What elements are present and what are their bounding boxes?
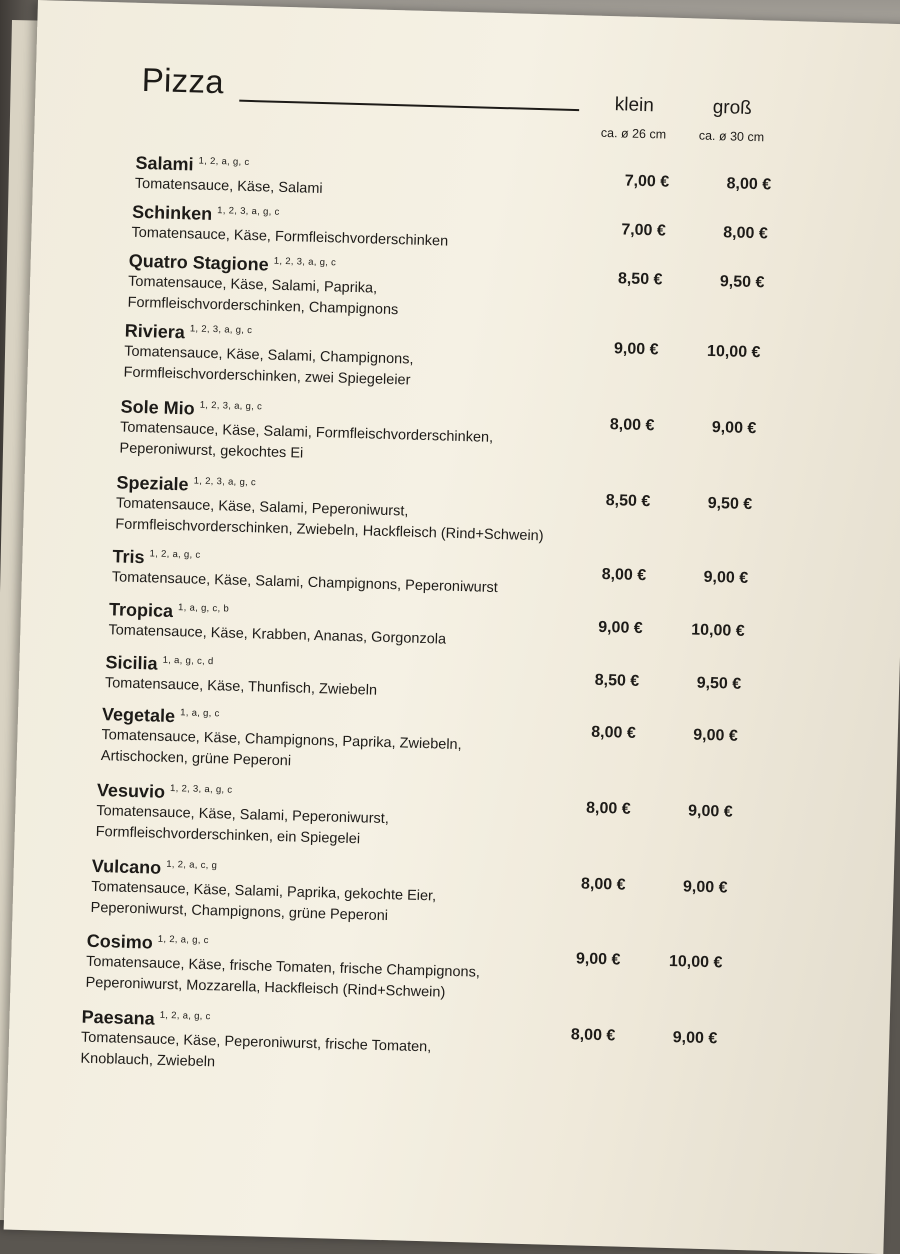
- price-large: 9,00 €: [672, 1029, 718, 1048]
- menu-item: [56, 779, 777, 862]
- price-large: 9,00 €: [693, 726, 738, 745]
- item-description: Artischocken, grüne Peperoni: [100, 748, 292, 770]
- allergen-codes: 1, 2, a, g, c: [198, 155, 250, 168]
- allergen-codes: 1, a, g, c, d: [162, 654, 214, 668]
- item-name: Paesana: [81, 1006, 155, 1029]
- price-large: 9,50 €: [719, 273, 765, 292]
- price-small: 7,00 €: [624, 172, 670, 191]
- price-small: 9,00 €: [575, 950, 621, 969]
- item-name: Speziale: [116, 472, 189, 495]
- menu-item: [72, 545, 793, 607]
- price-large: 9,00 €: [687, 802, 733, 821]
- item-name: Vulcano: [91, 855, 162, 878]
- allergen-codes: 1, a, g, c, b: [177, 602, 230, 615]
- menu-item: [45, 930, 766, 1013]
- item-description: Tomatensauce, Käse, Salami: [134, 175, 323, 198]
- item-description: Tomatensauce, Käse, Salami, Paprika, gekochte Eier,: [91, 878, 437, 905]
- price-large: 9,00 €: [703, 568, 749, 588]
- item-description: Tomatensauce, Käse, Krabben, Ananas, Gorgonzola: [108, 622, 447, 648]
- size-dimension-large: ca. ø 30 cm: [698, 128, 765, 145]
- menu-item: [75, 471, 796, 554]
- item-description: Tomatensauce, Käse, Salami, Champignons,: [123, 343, 414, 368]
- item-name: Cosimo: [86, 930, 154, 953]
- price-small: 8,00 €: [580, 875, 626, 894]
- menu-item: [65, 651, 786, 713]
- allergen-codes: 1, 2, 3, a, g, c: [169, 782, 233, 796]
- item-description: Peperoniwurst, Mozzarella, Hackfleisch (Rind+Schwein): [85, 974, 446, 1001]
- size-header-large: [686, 96, 777, 144]
- menu-item: [50, 855, 771, 938]
- price-large: 9,50 €: [707, 494, 753, 514]
- item-name: Sicilia: [105, 652, 158, 674]
- item-name: Tropica: [108, 599, 174, 622]
- item-description: Tomatensauce, Käse, Thunfisch, Zwiebeln: [104, 675, 378, 699]
- allergen-codes: 1, 2, 3, a, g, c: [193, 475, 257, 489]
- menu-item: [68, 598, 789, 660]
- menu-content: [70, 60, 818, 1100]
- item-description: Tomatensauce, Käse, Peperoniwurst, frische Tomaten,: [80, 1029, 432, 1056]
- item-name: Salami: [135, 152, 194, 175]
- item-description: Tomatensauce, Käse, Salami, Paprika,: [127, 273, 378, 297]
- menu-item: [87, 250, 808, 333]
- item-name: Sole Mio: [120, 396, 195, 419]
- menu-page: [4, 0, 900, 1254]
- price-large: 8,00 €: [726, 175, 772, 194]
- price-small: 8,50 €: [594, 671, 640, 691]
- item-description: Formfleischvorderschinken, ein Spiegelei: [95, 823, 361, 848]
- price-small: 8,00 €: [585, 799, 631, 818]
- item-description: Formfleischvorderschinken, Champignons: [127, 294, 399, 319]
- price-large: 10,00 €: [691, 621, 745, 640]
- item-description: Tomatensauce, Käse, Formfleischvorderschinken: [131, 224, 449, 250]
- price-small: 7,00 €: [621, 221, 667, 240]
- price-small: 8,00 €: [601, 565, 647, 585]
- item-name: Quatro Stagione: [128, 250, 269, 275]
- item-description: Formfleischvorderschinken, zwei Spiegeleier: [123, 364, 411, 389]
- allergen-codes: 1, 2, a, g, c: [157, 933, 209, 947]
- item-description: Tomatensauce, Käse, Salami, Peperoniwurst,: [115, 495, 409, 520]
- price-small: 8,50 €: [617, 270, 663, 289]
- item-description: Tomatensauce, Käse, frische Tomaten, frische Champignons,: [85, 953, 481, 981]
- size-label-small: klein: [614, 94, 655, 117]
- allergen-codes: 1, 2, a, g, c: [149, 548, 201, 561]
- price-small: 8,50 €: [605, 492, 651, 511]
- pizza-list: [70, 152, 815, 1090]
- item-name: Vegetale: [101, 704, 176, 727]
- item-name: Schinken: [131, 201, 213, 224]
- allergen-codes: 1, 2, 3, a, g, c: [217, 205, 280, 218]
- price-large: 9,50 €: [696, 674, 742, 693]
- item-description: Peperoniwurst, gekochtes Ei: [119, 440, 304, 462]
- size-header-small: [588, 93, 679, 141]
- item-description: Tomatensauce, Käse, Salami, Formfleischvorderschinken,: [119, 419, 494, 446]
- item-name: Tris: [112, 546, 145, 568]
- title-underline: [239, 100, 579, 111]
- allergen-codes: 1, 2, 3, a, g, c: [189, 323, 253, 337]
- item-description: Tomatensauce, Käse, Salami, Champignons, Peperoniwurst: [111, 569, 499, 597]
- price-small: 9,00 €: [597, 618, 643, 638]
- item-description: Formfleischvorderschinken, Zwiebeln, Hackfleisch (Rind+Schwein): [115, 516, 544, 545]
- item-description: Peperoniwurst, Champignons, grüne Peperoni: [90, 899, 389, 925]
- price-small: 8,00 €: [570, 1026, 616, 1045]
- size-label-large: groß: [712, 96, 753, 119]
- price-large: 10,00 €: [706, 342, 761, 362]
- price-large: 9,00 €: [711, 418, 757, 438]
- size-dimension-small: ca. ø 26 cm: [600, 125, 667, 142]
- item-description: Tomatensauce, Käse, Champignons, Paprika, Zwiebeln,: [101, 727, 462, 754]
- menu-item: [83, 319, 804, 402]
- price-small: 8,00 €: [609, 416, 655, 435]
- allergen-codes: 1, a, g, c: [180, 707, 220, 720]
- menu-item: [61, 703, 782, 786]
- item-description: Tomatensauce, Käse, Salami, Peperoniwurst,: [96, 802, 390, 828]
- allergen-codes: 1, 2, a, c, g: [166, 858, 218, 872]
- price-small: 9,00 €: [613, 340, 659, 359]
- allergen-codes: 1, 2, a, g, c: [159, 1009, 211, 1023]
- price-small: 8,00 €: [591, 723, 636, 742]
- price-large: 10,00 €: [668, 952, 723, 972]
- item-name: Riviera: [124, 320, 186, 343]
- menu-item: [40, 1006, 761, 1089]
- price-large: 9,00 €: [682, 878, 728, 897]
- price-large: 8,00 €: [723, 224, 768, 243]
- allergen-codes: 1, 2, 3, a, g, c: [199, 399, 263, 413]
- item-description: Knoblauch, Zwiebeln: [80, 1050, 216, 1071]
- item-name: Vesuvio: [96, 779, 166, 802]
- allergen-codes: 1, 2, 3, a, g, c: [273, 255, 337, 269]
- section-title: Pizza: [141, 60, 225, 101]
- menu-item: [79, 395, 800, 478]
